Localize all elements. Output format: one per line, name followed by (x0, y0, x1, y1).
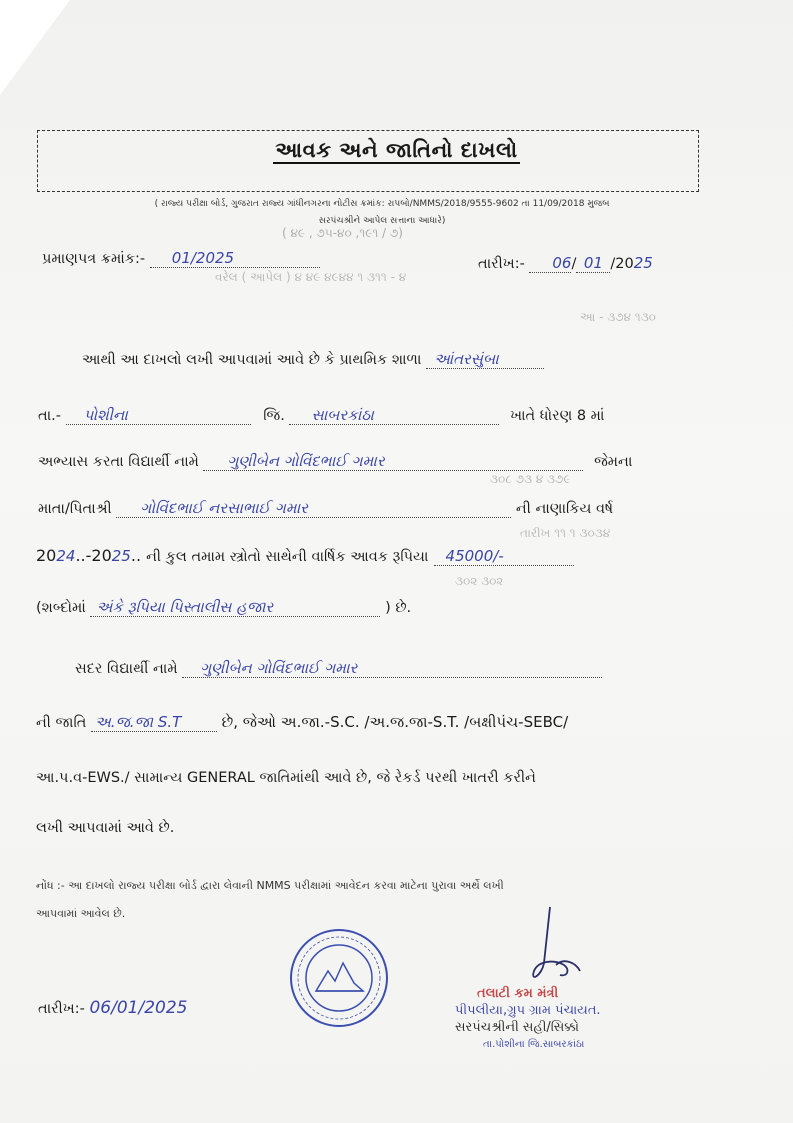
panchayat-seal-stamp (288, 927, 390, 1029)
std-text: ખાતે ધોરણ 8 માં (510, 408, 605, 424)
school-field (426, 350, 544, 369)
caste-value: અ.જ.જા S.T (94, 713, 182, 731)
year-b-suffix: 25 (111, 547, 131, 565)
document-title: આવક અને જાતિનો દાખલો (275, 138, 518, 162)
student2-row (75, 659, 602, 678)
top-date-month-field (576, 254, 610, 273)
top-date-year-prefix: 20 (615, 256, 634, 272)
sarpanch-sign-label: સરપંચશ્રીની સહી/સિક્કો (455, 1020, 579, 1035)
bottom-date-label: તારીખ:- (38, 1001, 85, 1017)
stamp-location: તા.પોશીના જિ.સાબરકાંઠા (483, 1039, 585, 1050)
taluka-row (38, 406, 604, 425)
school-name: આંતરસુંબા (434, 350, 499, 368)
bleed-through-text: આ - ૩૭૪ ૧૩૦ (580, 310, 656, 324)
officer-title: તલાટી કમ મંત્રી (477, 986, 559, 1001)
words-value: અંકે રૂપિયા પિસ્તાલીસ હજાર (96, 598, 274, 616)
caste-options: છે, જેઓ અ.જા.-S.C. /અ.જ.જા-S.T. /બક્ષીપંચ-SEBC/ (221, 713, 569, 731)
certificate-number-label: પ્રમાણપત્ર ક્રમાંક:- (42, 251, 146, 267)
bleed-through-text: વરેલ ( આપેલ ) ૪ ૪૯ ૪૯૪૪ ૧ ૩૧૧ - ૪ (215, 270, 407, 284)
bottom-date-row (38, 998, 187, 1018)
top-date-label: તારીખ:- (478, 256, 525, 272)
top-date-row: તારીખ:- 06/ 01 /2025 (478, 254, 653, 272)
student2-name: ગુણીબેન ગોવિંદભાઈ ગમાર (200, 659, 358, 677)
income-field (434, 546, 574, 566)
student-row-tail: જેમના (594, 454, 633, 470)
intro-row (82, 350, 544, 369)
income-row: 2024..-2025.. ની કુલ તમામ સ્ત્રોતો સાથેની વાર્ષિક આવક રૂપિયા 45000/- (36, 546, 574, 566)
certificate-number-row (42, 249, 320, 268)
income-text: ની કુલ તમામ સ્ત્રોતો સાથેની વાર્ષિક આવક રૂપિયા (146, 549, 429, 565)
taluka-field (66, 406, 251, 425)
words-tail: ) છે. (385, 600, 412, 616)
year-a-prefix: 20 (36, 546, 57, 565)
signature-scribble (520, 905, 590, 995)
panchayat-name: પીપલીયા,ગ્રુપ ગ્રામ પંચાયત. (455, 1003, 601, 1018)
income-value: 45000/- (445, 547, 504, 565)
bleed-through-text: ( ૪૯ , ૭૫-૪૦ ,૧૯૧ / ૭) (282, 226, 403, 240)
student-row (38, 452, 632, 471)
words-label: (શબ્દોમાં (36, 600, 86, 616)
caste-line3: આ.પ.વ-EWS./ સામાન્ય GENERAL જાતિમાંથી આવે છે, જે રેકર્ડ પરથી ખાતરી કરીને (36, 770, 536, 786)
year-a-suffix: 24 (56, 547, 76, 565)
parent-name-field (116, 499, 511, 518)
bleed-through-text: ૩૦૮ ૭૩ ૪ ૩૭૯ (490, 472, 571, 486)
student2-label: સદર વિદ્યાર્થી નામે (75, 661, 178, 677)
parent-label: માતા/પિતાશ્રી (38, 501, 112, 517)
top-date-month: 01 (583, 254, 603, 272)
financial-year-label: ની નાણાકિય વર્ષ (515, 501, 614, 517)
intro-text: આથી આ દાખલો લખી આપવામાં આવે છે કે પ્રાથમિક શાળા (82, 352, 422, 368)
district-value: સાબરકાંઠા (311, 406, 374, 424)
top-date-day: 06 (552, 254, 572, 272)
signature-block (455, 985, 655, 1053)
caste-label: ની જાતિ (36, 715, 87, 731)
notice-line: ( રાજ્ય પરીક્ષા બોર્ડ, ગુજરાત રાજ્ય ગાંધીનગરના નોટીસ ક્રમાંક: રાપબો/NMMS/2018/9555-9602 તા 11/09/2018 મુજબ (154, 199, 610, 209)
note-line: નોંધ :- આ દાખલો રાજ્ય પરીક્ષા બોર્ડ દ્વારા લેવાની NMMS પરીક્ષામાં આવેદન કરવા માટેના પુરાવા અર્થે લખી (36, 879, 504, 892)
parent-row (38, 499, 613, 518)
top-date-day-field (529, 254, 571, 273)
taluka-value: પોશીના (83, 406, 128, 424)
student-label: અભ્યાસ કરતા વિદ્યાર્થી નામે (38, 454, 199, 470)
bleed-through-text: તારીખ ૧૧ ૧ ૩૦૩૪ (520, 526, 611, 540)
year-b-prefix: 20 (91, 546, 112, 565)
student2-name-field (182, 659, 602, 678)
certificate-number-field (150, 249, 320, 268)
bottom-date-value: 06/01/2025 (89, 998, 188, 1018)
certificate-number-value: 01/2025 (171, 249, 235, 267)
words-row (36, 598, 411, 617)
student-name: ગુણીબેન ગોવિંદભાઈ ગમાર (227, 452, 385, 470)
caste-line4: લખી આપવામાં આવે છે. (36, 820, 175, 836)
authority-notice (62, 196, 702, 230)
student-name-field (203, 452, 583, 471)
page-corner-fold (0, 0, 70, 95)
bleed-through-text: ૩૦૨ ૩૦૨ (455, 574, 504, 588)
district-label: જિ. (263, 408, 285, 424)
words-field (90, 598, 380, 617)
caste-row (36, 713, 568, 732)
caste-field (91, 713, 217, 732)
district-field (289, 406, 499, 425)
taluka-label: તા.- (38, 408, 62, 424)
notice-line: સરપંચશ્રીને આપેલ સત્તાના આધારે) (318, 216, 446, 226)
note-line: આપવામાં આવેલ છે. (36, 907, 126, 920)
top-date-year-suffix: 25 (633, 254, 653, 272)
parent-name: ગોવિંદભાઈ નરસાભાઈ ગમાર (140, 499, 308, 517)
